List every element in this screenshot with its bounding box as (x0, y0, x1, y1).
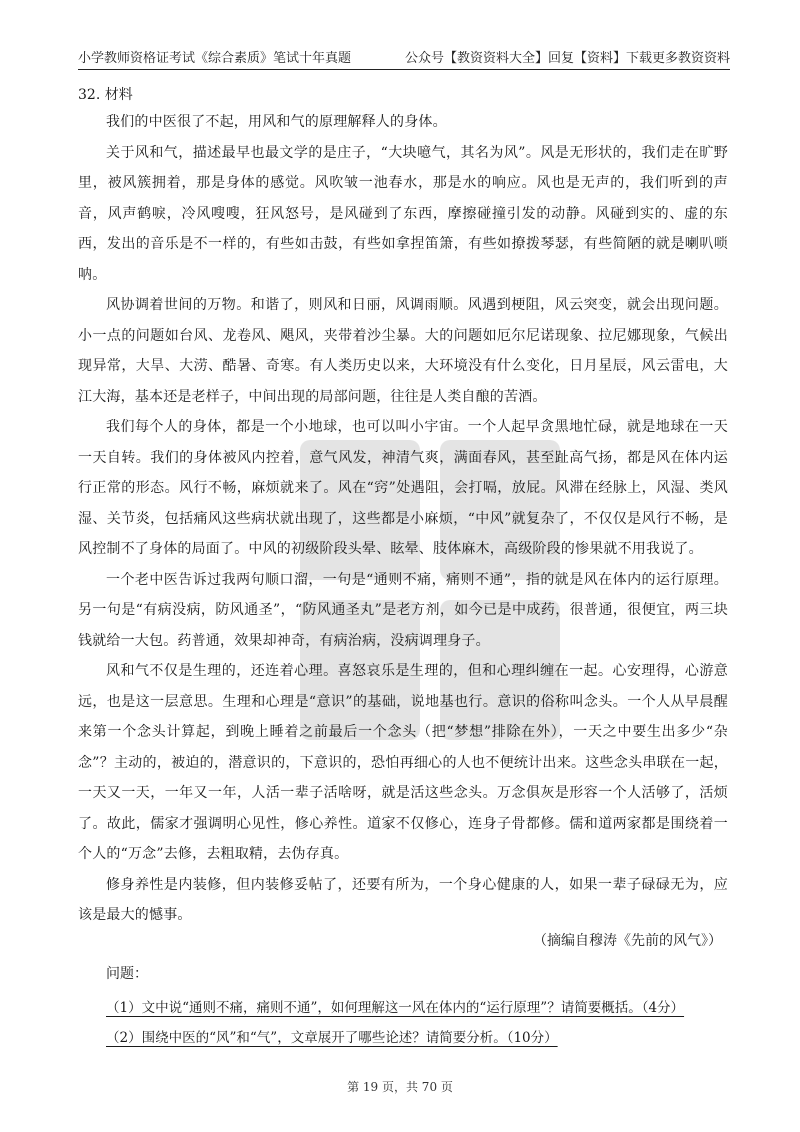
paragraph: 风协调着世间的万物。和谐了，则风和日丽，风调雨顺。风遇到梗阻，风云突变，就会出现问题。小一点的问题如台风、龙卷风、飓风，夹带着沙尘暴。大的问题如厄尔尼诺现象、拉尼娜现象，气候出现异常，大旱、大涝、酷暑、奇寒。有人类历史以来，大环境没有什么变化，日月星辰，风云雷电，大江大海，基本还是老样子，中间出现的局部问题，往往是人类自酿的苦酒。 (78, 297, 728, 405)
question-item: （1）文中说“通则不痛，痛则不通”，如何理解这一风在体内的“运行原理”？请简要概括。（4分） (106, 1000, 685, 1016)
paragraph: 我们的中医很了不起，用风和气的原理解释人的身体。 (106, 114, 447, 130)
questions-label: 问题： (106, 966, 148, 982)
paragraph: 我们每个人的身体，都是一个小地球，也可以叫小宇宙。一个人起早贪黑地忙碌，就是地球在一天一天自转。我们的身体被风内控着，意气风发，神清气爽，满面春风，甚至趾高气扬，都是风在体内运行正常的形态。风行不畅，麻烦就来了。风在“窍”处遇阻，会打嗝，放屁。风滞在经脉上，风湿、类风湿、关节炎，包括痛风这些病状就出现了，这些都是小麻烦，“中风”就复杂了，不仅仅是风行不畅，是风控制不了身体的局面了。中风的初级阶段头晕、眩晕、肢体麻木，高级阶段的惨果就不用我说了。 (78, 419, 728, 557)
page-header (78, 40, 730, 70)
material-body (78, 107, 728, 931)
paragraph: 风和气不仅是生理的，还连着心理。喜怒哀乐是生理的，但和心理纠缠在一起。心安理得，心游意远，也是这一层意思。生理和心理是“意识”的基础，说地基也行。意识的俗称叫念头。一个人从早晨醒来第一个念头计算起，到晚上睡着之前最后一个念头（把“梦想”排除在外），一天之中要生出多少“杂念”？主动的，被迫的，潜意识的，下意识的，恐怕再细心的人也不便统计出来。这些念头串联在一起，一天又一天，一年又一年，人活一辈子活啥呀，就是活这些念头。万念俱灰是形容一个人活够了，活烦了。故此，儒家才强调明心见性，修心养性。道家不仅修心，连身子骨都修。儒和道两家都是围绕着一个人的“万念”去修，去粗取精，去伪存真。 (78, 663, 728, 862)
paragraph: 一个老中医告诉过我两句顺口溜，一句是“通则不痛，痛则不通”，指的就是风在体内的运行原理。另一句是“有病没病，防风通圣”，“防风通圣丸”是老方剂，如今已是中成药，很普通，很便宜，两三块钱就给一大包。药普通，效果却神奇，有病治病，没病调理身子。 (78, 571, 728, 649)
header-right-text: 公众号【教资资料大全】回复【资料】下载更多教资资料 (404, 51, 730, 66)
question-item: （2）围绕中医的“风”和“气”，文章展开了哪些论述？请简要分析。（10分） (106, 1030, 558, 1046)
header-left-text: 小学教师资格证考试《综合素质》笔试十年真题 (78, 51, 352, 66)
page-footer: 第 19 页，共 70 页 (347, 1080, 453, 1094)
source-citation: （摘编自穆涛《先前的风气》） (533, 933, 722, 949)
paragraph: 修身养性是内装修，但内装修妥帖了，还要有所为，一个身心健康的人，如果一辈子碌碌无为，应该是最大的憾事。 (78, 876, 728, 923)
question-number: 32. 材料 (78, 87, 133, 103)
paragraph: 关于风和气，描述最早也最文学的是庄子，“大块噫气，其名为风”。风是无形状的，我们走在旷野里，被风簇拥着，那是身体的感觉。风吹皱一池春水，那是水的响应。风也是无声的，我们听到的声音，风声鹤唳，冷风嗖嗖，狂风怒号，是风碰到了东西，摩擦碰撞引发的动静。风碰到实的、虚的东西，发出的音乐是不一样的，有些如击鼓，有些如拿捏笛箫，有些如撩拨琴瑟，有些简陋的就是喇叭唢呐。 (78, 144, 728, 283)
